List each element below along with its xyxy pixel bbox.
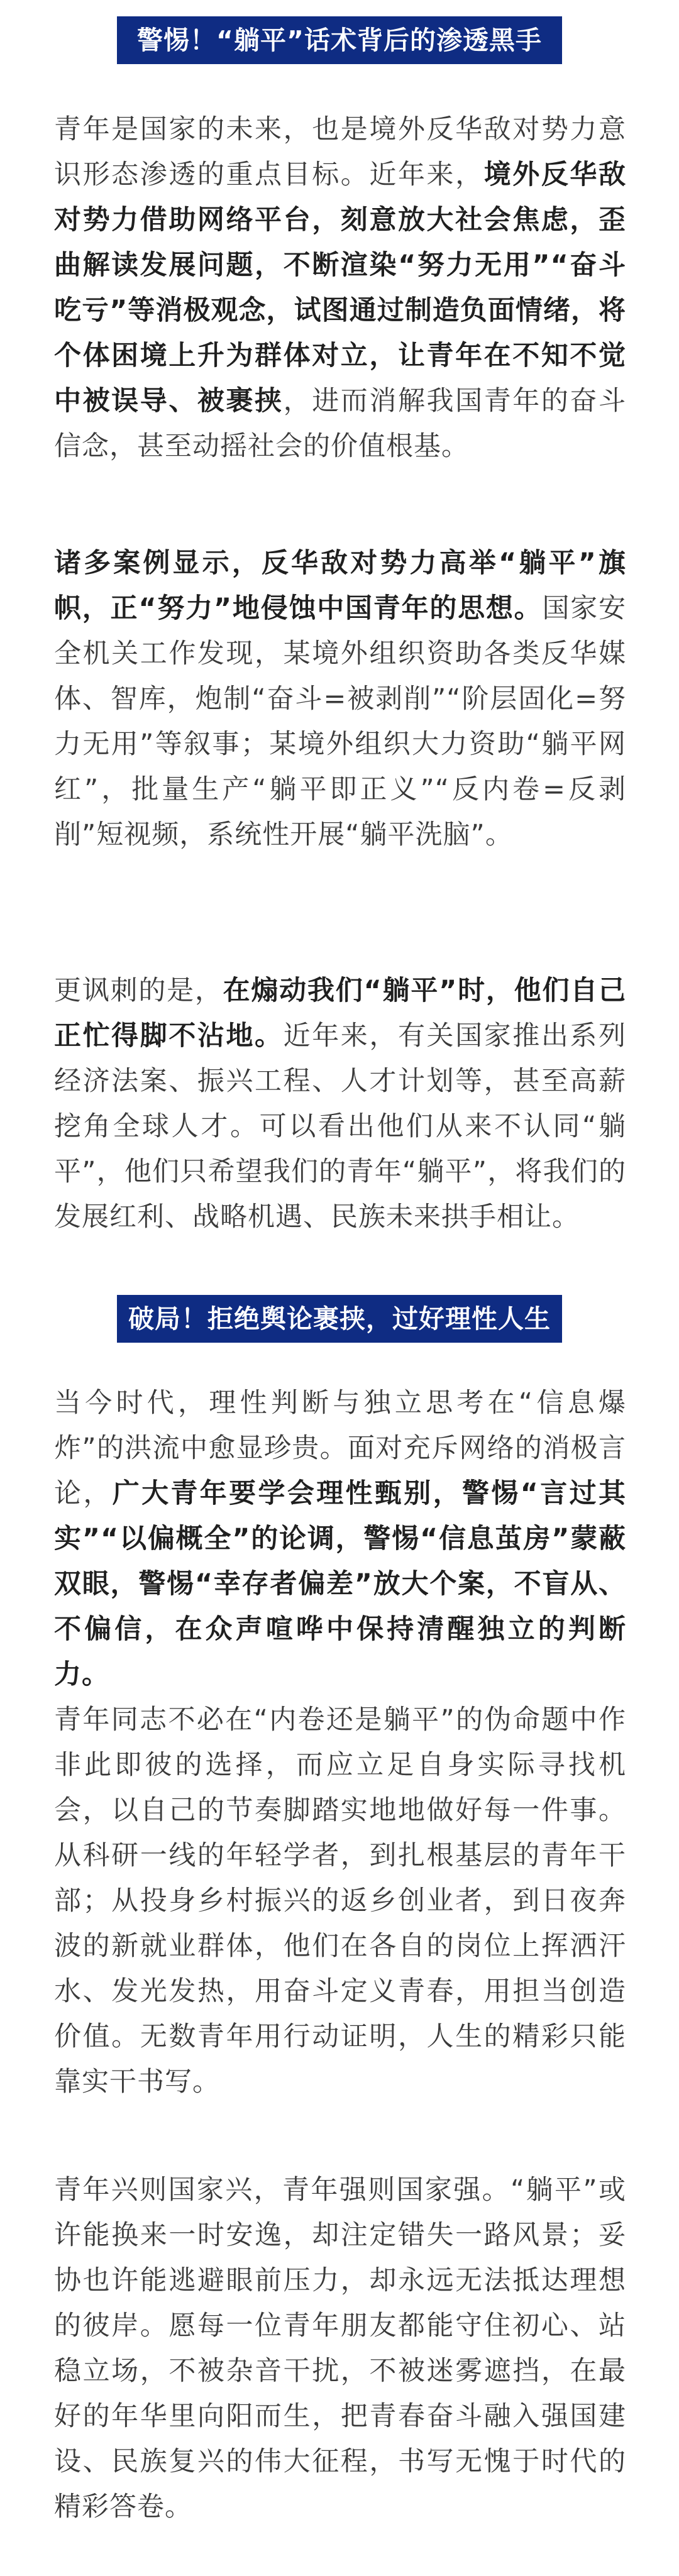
paragraph-rational-judgement xyxy=(54,1380,626,1697)
paragraph-practical-action xyxy=(54,1697,626,2105)
paragraph-youth-nation xyxy=(54,2167,626,2529)
emphasis-text: 诸多案例显示，反华敌对势力高举“躺平”旗帜，正“努力”地侵蚀中国青年的思想。 xyxy=(54,548,626,624)
body-text: ，进而消解我国青年的奋斗信念，甚至动摇社会的价值根基。 xyxy=(54,385,627,462)
emphasis-text: 广大青年要学会理性甄别，警惕“言过其实”“以偏概全”的论调，警惕“信息茧房”蒙蔽双眼，警惕“幸存者偏差”放大个案，不盲从、不偏信，在众声喧哗中保持清醒独立的判断力。 xyxy=(54,1478,627,1690)
emphasis-text: 境外反华敌对势力借助网络平台，刻意放大社会焦虑，歪曲解读发展问题，不断渲染“努力无用”“奋斗吃亏”等消极观念，试图通过制造负面情绪，将个体困境上升为群体对立，让青年在不知不觉中被误导、被裹挟 xyxy=(54,159,627,417)
emphasis-text: 在煽动我们“躺平”时，他们自己正忙得脚不沾地。 xyxy=(54,975,626,1052)
body-text: 国家安全机关工作发现，某境外组织资助各类反华媒体、智库，炮制“奋斗=被剥削”“阶层固化=努力无用”等叙事；某境外组织大力资助“躺平网红”，批量生产“躺平即正义”“反内卷=反剥削”短视频，系统性开展“躺平洗脑”。 xyxy=(54,593,626,850)
paragraph-irony xyxy=(54,968,626,1240)
paragraph-cases xyxy=(54,541,626,857)
section-heading-warning: 警惕！“躺平”话术背后的渗透黑手 xyxy=(117,16,562,64)
body-text: 当今时代，理性判断与独立思考在“信息爆炸”的洪流中愈显珍贵。面对充斥网络的消极言论， xyxy=(54,1387,626,1509)
section-heading-breakthrough: 破局！拒绝舆论裹挟，过好理性人生 xyxy=(117,1295,562,1343)
body-text: 青年兴则国家兴，青年强则国家强。“躺平”或许能换来一时安逸，却注定错失一路风景；妥协也许能逃避眼前压力，却永远无法抵达理想的彼岸。愿每一位青年朋友都能守住初心、站稳立场，不被杂音干扰，不被迷雾遮挡，在最好的年华里向阳而生，把青春奋斗融入强国建设、民族复兴的伟大征程，书写无愧于时代的精彩答卷。 xyxy=(54,2174,626,2523)
body-text: 更讽刺的是， xyxy=(54,975,223,1006)
body-text: 近年来，有关国家推出系列经济法案、振兴工程、人才计划等，甚至高薪挖角全球人才。可以看出他们从来不认同“躺平”，他们只希望我们的青年“躺平”，将我们的发展红利、战略机遇、民族未来拱手相让。 xyxy=(54,1020,627,1233)
body-text: 青年同志不必在“内卷还是躺平”的伪命题中作非此即彼的选择，而应立足自身实际寻找机会，以自己的节奏脚踏实地地做好每一件事。从科研一线的年轻学者，到扎根基层的青年干部；从投身乡村振兴的返乡创业者，到日夜奔波的新就业群体，他们在各自的岗位上挥洒汗水、发光发热，用奋斗定义青春，用担当创造价值。无数青年用行动证明，人生的精彩只能靠实干书写。 xyxy=(54,1704,626,2098)
paragraph-youth-target xyxy=(54,107,626,469)
body-text: 青年是国家的未来，也是境外反华敌对势力意识形态渗透的重点目标。近年来， xyxy=(54,114,626,190)
